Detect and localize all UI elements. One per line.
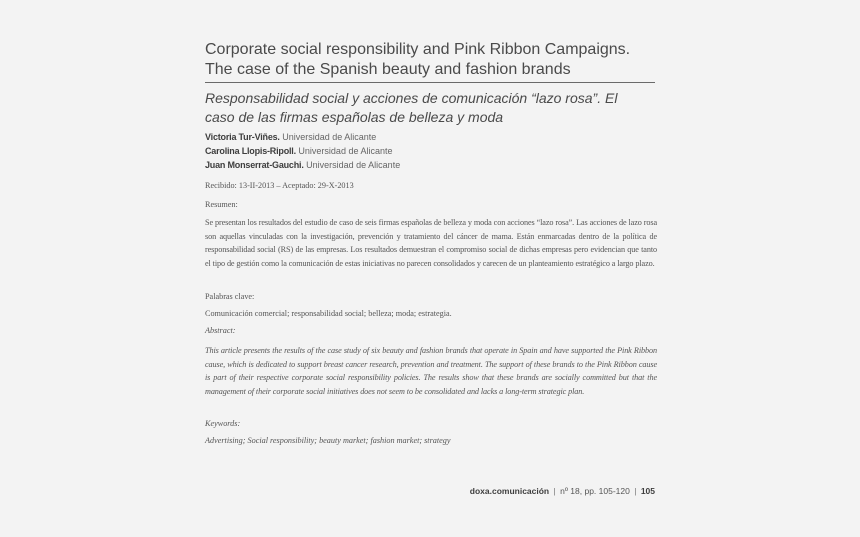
submission-dates: Recibido: 13-II-2013 – Aceptado: 29-X-2013 [205, 181, 354, 190]
paper-subtitle [205, 89, 665, 127]
subtitle-line-1: Responsabilidad social y acciones de comunicación “lazo rosa”. El [205, 90, 618, 106]
abstract-body: This article presents the results of the case study of six beauty and fashion brands that operate in Spain and have supported the Pink Ribbon cause, which is dedicated to support breast cancer research, prevention and treatment. The support of these brands to the Pink Ribbon cause is part of their respective corporate social responsibility policies. The results show that these brands are socially committed but that the management of their corporate social initiatives does not seem to be consolidated and lacks a long-term strategic plan. [205, 346, 657, 396]
author-entry [205, 130, 655, 144]
title-divider [205, 82, 655, 83]
author-entry [205, 158, 655, 172]
resumen-heading: Resumen: [205, 200, 238, 209]
author-list [205, 130, 655, 172]
author-affiliation: Universidad de Alicante [306, 160, 401, 170]
subtitle-line-2: caso de las firmas españolas de belleza y moda [205, 109, 504, 125]
author-affiliation: Universidad de Alicante [298, 146, 393, 156]
palabras-clave-heading: Palabras clave: [205, 292, 255, 301]
journal-name: doxa.comunicación [469, 486, 550, 496]
author-name: Carolina Llopis-Ripoll. [205, 146, 296, 156]
keywords-body: Advertising; Social responsibility; beauty market; fashion market; strategy [205, 436, 451, 445]
author-name: Juan Monserrat-Gauchi. [205, 160, 304, 170]
keywords-heading: Keywords: [205, 419, 241, 428]
author-affiliation: Universidad de Alicante [282, 132, 377, 142]
footer-separator: | [553, 486, 556, 496]
title-line-2: The case of the Spanish beauty and fashion brands [205, 61, 571, 78]
resumen-body: Se presentan los resultados del estudio de caso de seis firmas españolas de belleza y moda con acciones “lazo rosa”. Las acciones de lazo rosa son aquellas vinculadas con la investigación, prevención y tratamiento del cáncer de mama. Están enmarcadas dentro de la política de responsabilidad social (RS) de las empresas. Los resultados demuestran el compromiso social de dichas empresas pero evidencian que tanto el tipo de gestión como la comunicación de estas iniciativas no parecen consolidados y carecen de un planteamiento estratégico a largo plazo. [205, 218, 657, 268]
journal-issue: nº 18, pp. 105-120 [560, 486, 630, 496]
author-name: Victoria Tur-Viñes. [205, 132, 280, 142]
page-number: 105 [640, 486, 655, 496]
footer-separator: | [634, 486, 637, 496]
abstract-heading: Abstract: [205, 326, 236, 335]
page-footer [470, 486, 655, 496]
author-entry [205, 144, 655, 158]
palabras-clave-body: Comunicación comercial; responsabilidad social; belleza; moda; estrategia. [205, 309, 452, 318]
title-line-1: Corporate social responsibility and Pink Ribbon Campaigns. [205, 41, 631, 58]
paper-title [205, 40, 665, 80]
